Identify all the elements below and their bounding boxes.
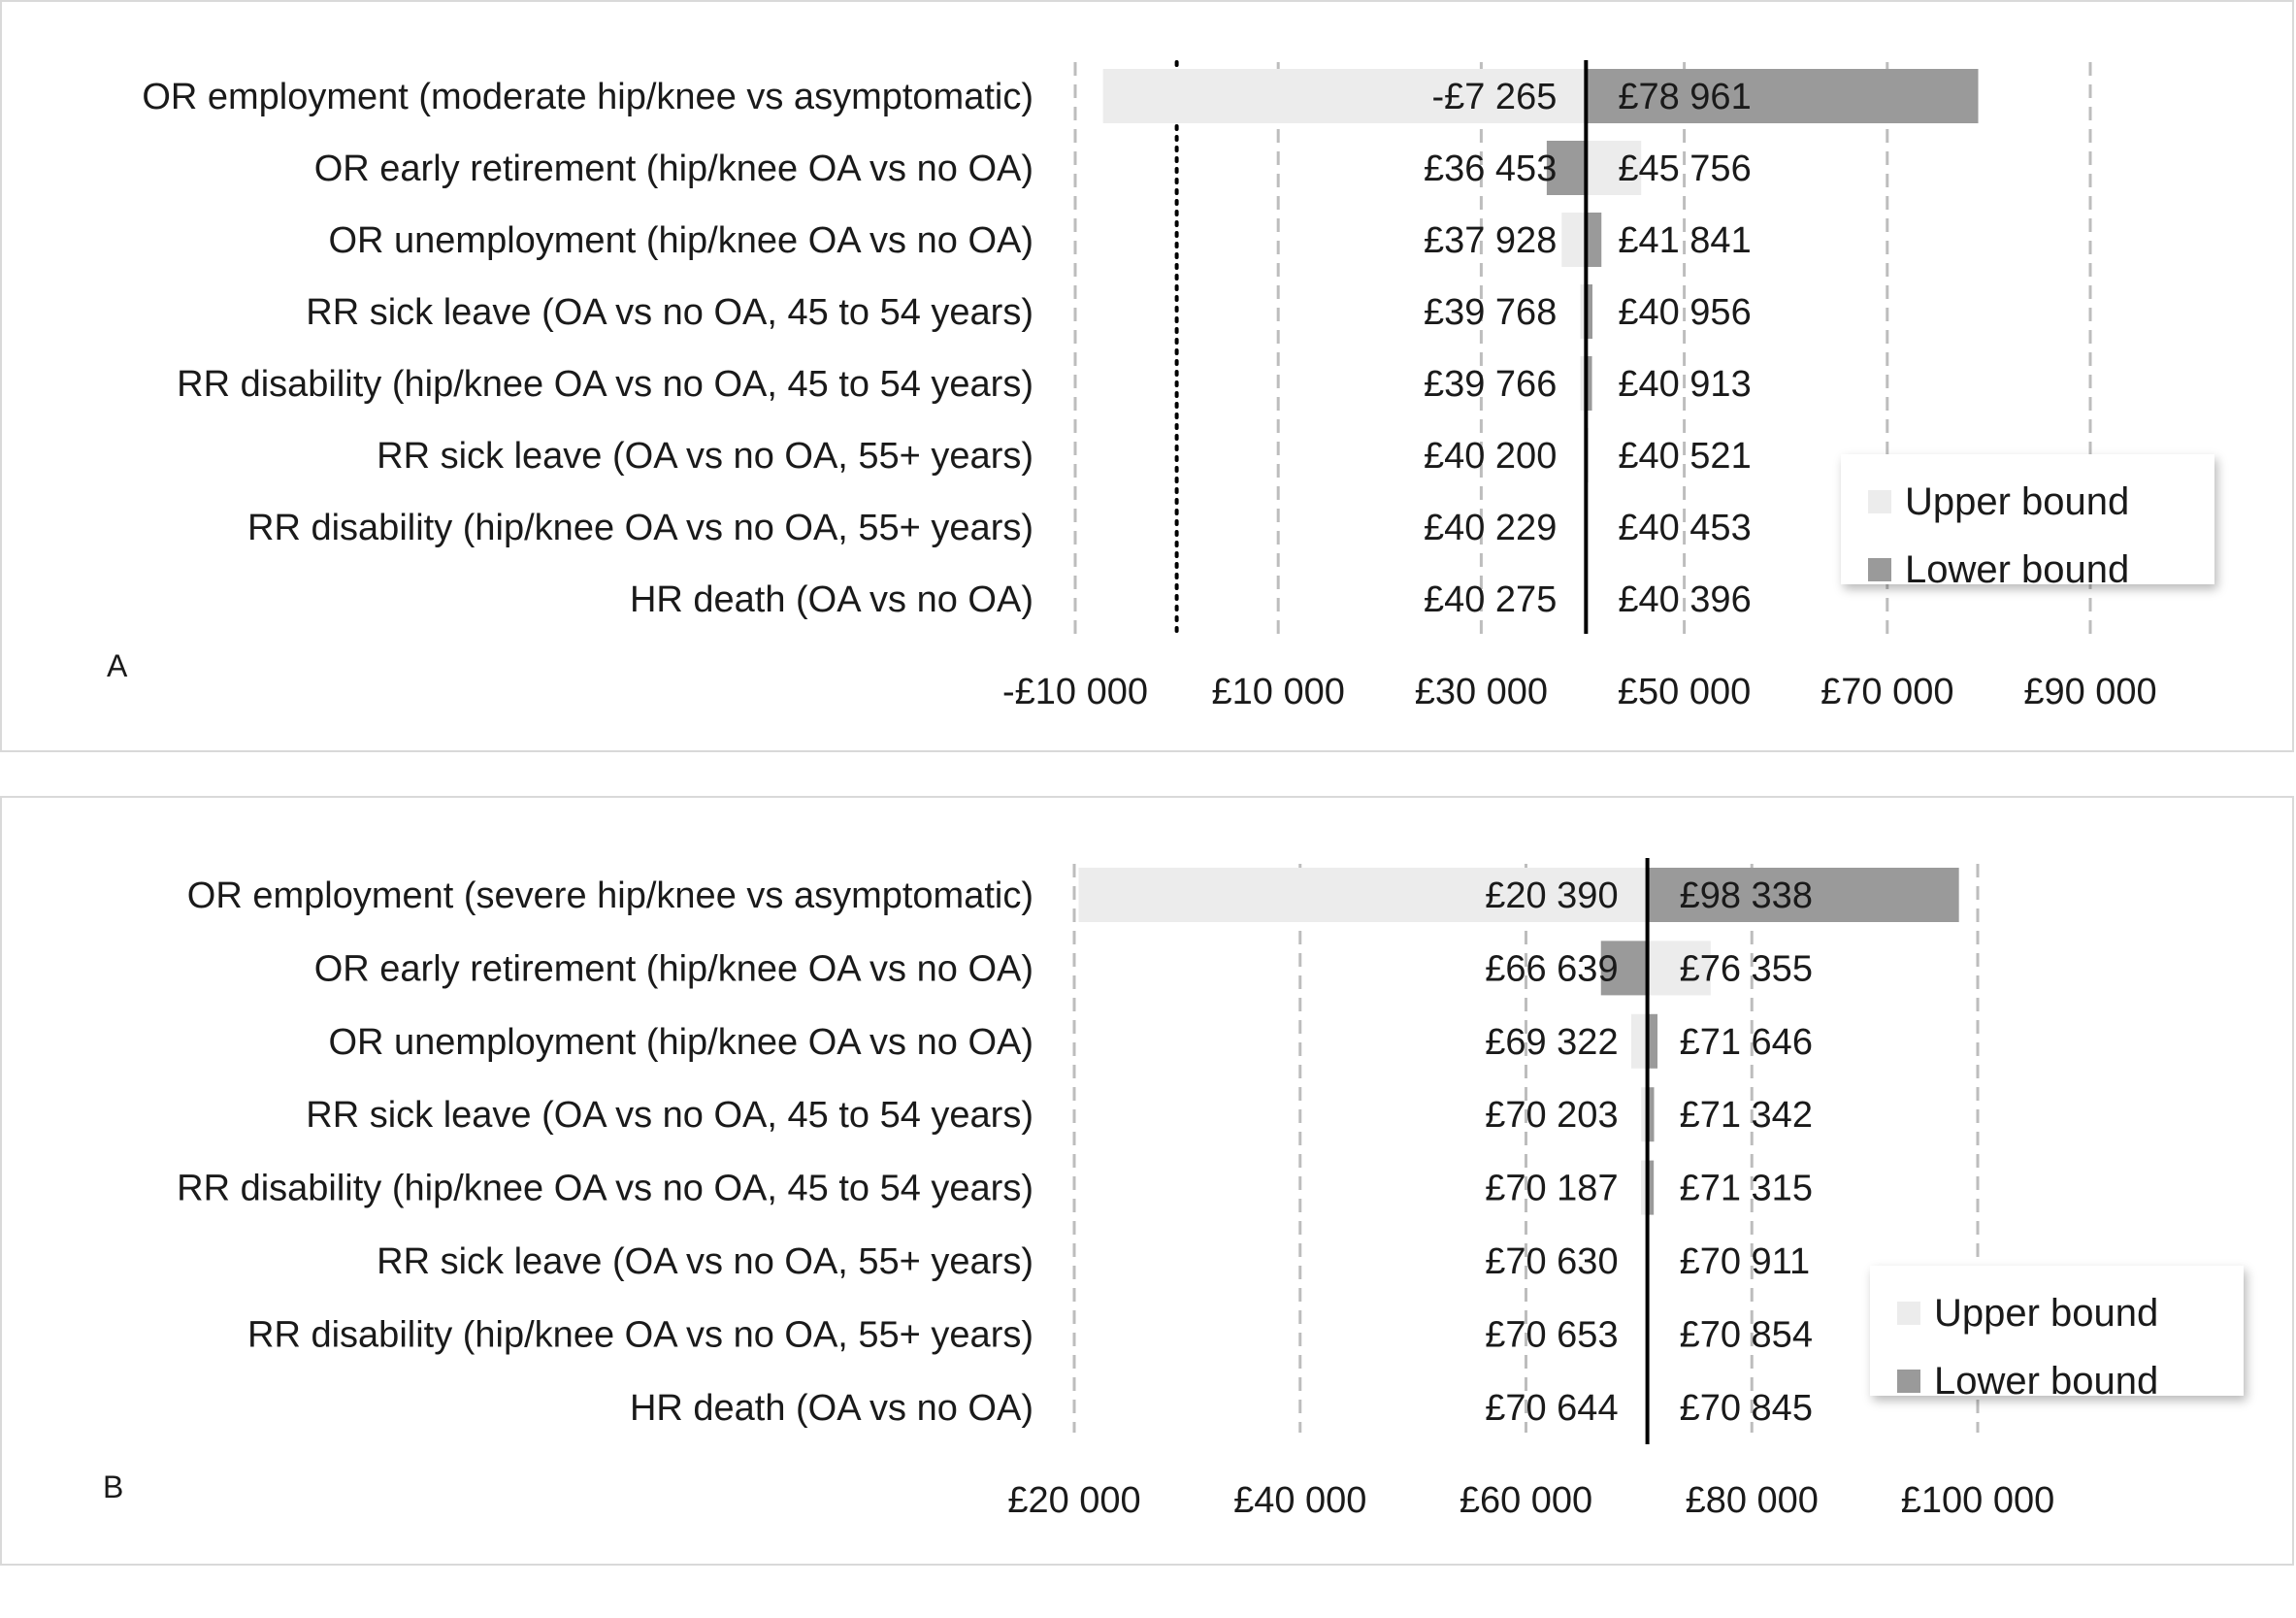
category-label: RR disability (hip/knee OA vs no OA, 55+ years) [247, 508, 1033, 548]
data-label-right: £70 911 [1679, 1241, 1811, 1282]
bar-lower-bound [1586, 213, 1601, 267]
category-label: RR sick leave (OA vs no OA, 45 to 54 years) [306, 1095, 1033, 1137]
category-label: OR unemployment (hip/knee OA vs no OA) [328, 1021, 1033, 1063]
tornado-chart-a [2, 2, 2296, 754]
data-label-right: £40 453 [1618, 508, 1752, 548]
category-label: OR early retirement (hip/knee OA vs no OA) [313, 948, 1033, 990]
panel-b [0, 796, 2294, 1566]
data-label-left: £39 766 [1423, 364, 1558, 405]
data-label-right: £45 756 [1618, 149, 1752, 189]
legend-label: Upper bound [1905, 479, 2130, 523]
category-label: OR employment (moderate hip/knee vs asymptomatic) [142, 77, 1033, 117]
category-label: RR disability (hip/knee OA vs no OA, 55+ years) [247, 1314, 1033, 1356]
data-label-left: £66 639 [1485, 948, 1619, 990]
x-tick-label: -£10 000 [1001, 672, 1149, 712]
legend-item-upper [1868, 468, 2185, 536]
data-label-left: -£7 265 [1431, 77, 1558, 117]
tornado-chart-b [2, 798, 2296, 1568]
legend-item-lower [1868, 536, 2185, 604]
x-tick-label: £70 000 [1820, 672, 1954, 712]
x-tick-label: £90 000 [2023, 672, 2157, 712]
legend-label: Lower bound [1905, 547, 2130, 591]
data-label-right: £40 521 [1618, 436, 1752, 477]
panel-label: A [107, 648, 128, 683]
category-label: RR disability (hip/knee OA vs no OA, 45 to 54 years) [177, 364, 1033, 405]
x-tick-label: £20 000 [1007, 1480, 1141, 1521]
data-label-right: £71 342 [1679, 1095, 1813, 1137]
x-tick-label: £80 000 [1685, 1480, 1819, 1521]
data-label-left: £40 275 [1423, 579, 1558, 620]
legend-swatch-lower [1868, 558, 1891, 581]
data-label-left: £69 322 [1485, 1021, 1619, 1063]
category-label: HR death (OA vs no OA) [629, 579, 1033, 620]
data-label-left: £36 453 [1423, 149, 1558, 189]
legend-label: Upper bound [1934, 1291, 2159, 1335]
category-label: OR early retirement (hip/knee OA vs no OA) [313, 149, 1033, 189]
category-label: RR disability (hip/knee OA vs no OA, 45 to 54 years) [177, 1168, 1033, 1209]
bar-upper-bound [1561, 213, 1586, 267]
data-label-left: £70 653 [1485, 1314, 1619, 1356]
legend-label: Lower bound [1934, 1359, 2159, 1403]
data-label-left: £70 644 [1485, 1387, 1619, 1429]
category-label: OR unemployment (hip/knee OA vs no OA) [328, 220, 1033, 261]
legend [1841, 454, 2214, 591]
bar-upper-bound [1631, 1014, 1648, 1069]
data-label-left: £70 630 [1485, 1241, 1619, 1282]
panel-label: B [103, 1469, 124, 1504]
x-tick-label: £50 000 [1617, 672, 1752, 712]
x-tick-label: £30 000 [1414, 672, 1549, 712]
category-label: RR sick leave (OA vs no OA, 55+ years) [377, 1241, 1033, 1282]
legend [1870, 1266, 2244, 1403]
data-label-right: £71 646 [1679, 1021, 1813, 1063]
legend-swatch-upper [1868, 490, 1891, 513]
data-label-left: £40 200 [1423, 436, 1558, 477]
data-label-right: £98 338 [1679, 875, 1813, 916]
data-label-right: £70 845 [1679, 1387, 1813, 1429]
category-label: OR employment (severe hip/knee vs asymptomatic) [186, 875, 1033, 916]
category-label: HR death (OA vs no OA) [629, 1387, 1033, 1429]
x-tick-label: £100 000 [1900, 1480, 2055, 1521]
category-label: RR sick leave (OA vs no OA, 45 to 54 years) [306, 292, 1033, 333]
legend-swatch-upper [1897, 1302, 1920, 1325]
legend-item-upper [1897, 1279, 2214, 1347]
x-tick-label: £40 000 [1233, 1480, 1367, 1521]
x-tick-label: £60 000 [1459, 1480, 1593, 1521]
panel-a [0, 0, 2294, 752]
data-label-left: £70 187 [1485, 1168, 1619, 1209]
category-label: RR sick leave (OA vs no OA, 55+ years) [377, 436, 1033, 477]
legend-item-lower [1897, 1347, 2214, 1415]
data-label-left: £20 390 [1485, 875, 1619, 916]
legend-swatch-lower [1897, 1370, 1920, 1393]
data-label-right: £76 355 [1679, 948, 1813, 990]
data-label-left: £70 203 [1485, 1095, 1619, 1137]
data-label-right: £40 396 [1618, 579, 1752, 620]
x-tick-label: £10 000 [1211, 672, 1345, 712]
data-label-right: £78 961 [1618, 77, 1752, 117]
data-label-right: £40 913 [1618, 364, 1752, 405]
data-label-right: £41 841 [1618, 220, 1752, 261]
data-label-right: £71 315 [1679, 1168, 1813, 1209]
data-label-left: £37 928 [1423, 220, 1558, 261]
data-label-left: £39 768 [1423, 292, 1558, 333]
data-label-right: £70 854 [1679, 1314, 1813, 1356]
data-label-left: £40 229 [1423, 508, 1558, 548]
data-label-right: £40 956 [1618, 292, 1752, 333]
